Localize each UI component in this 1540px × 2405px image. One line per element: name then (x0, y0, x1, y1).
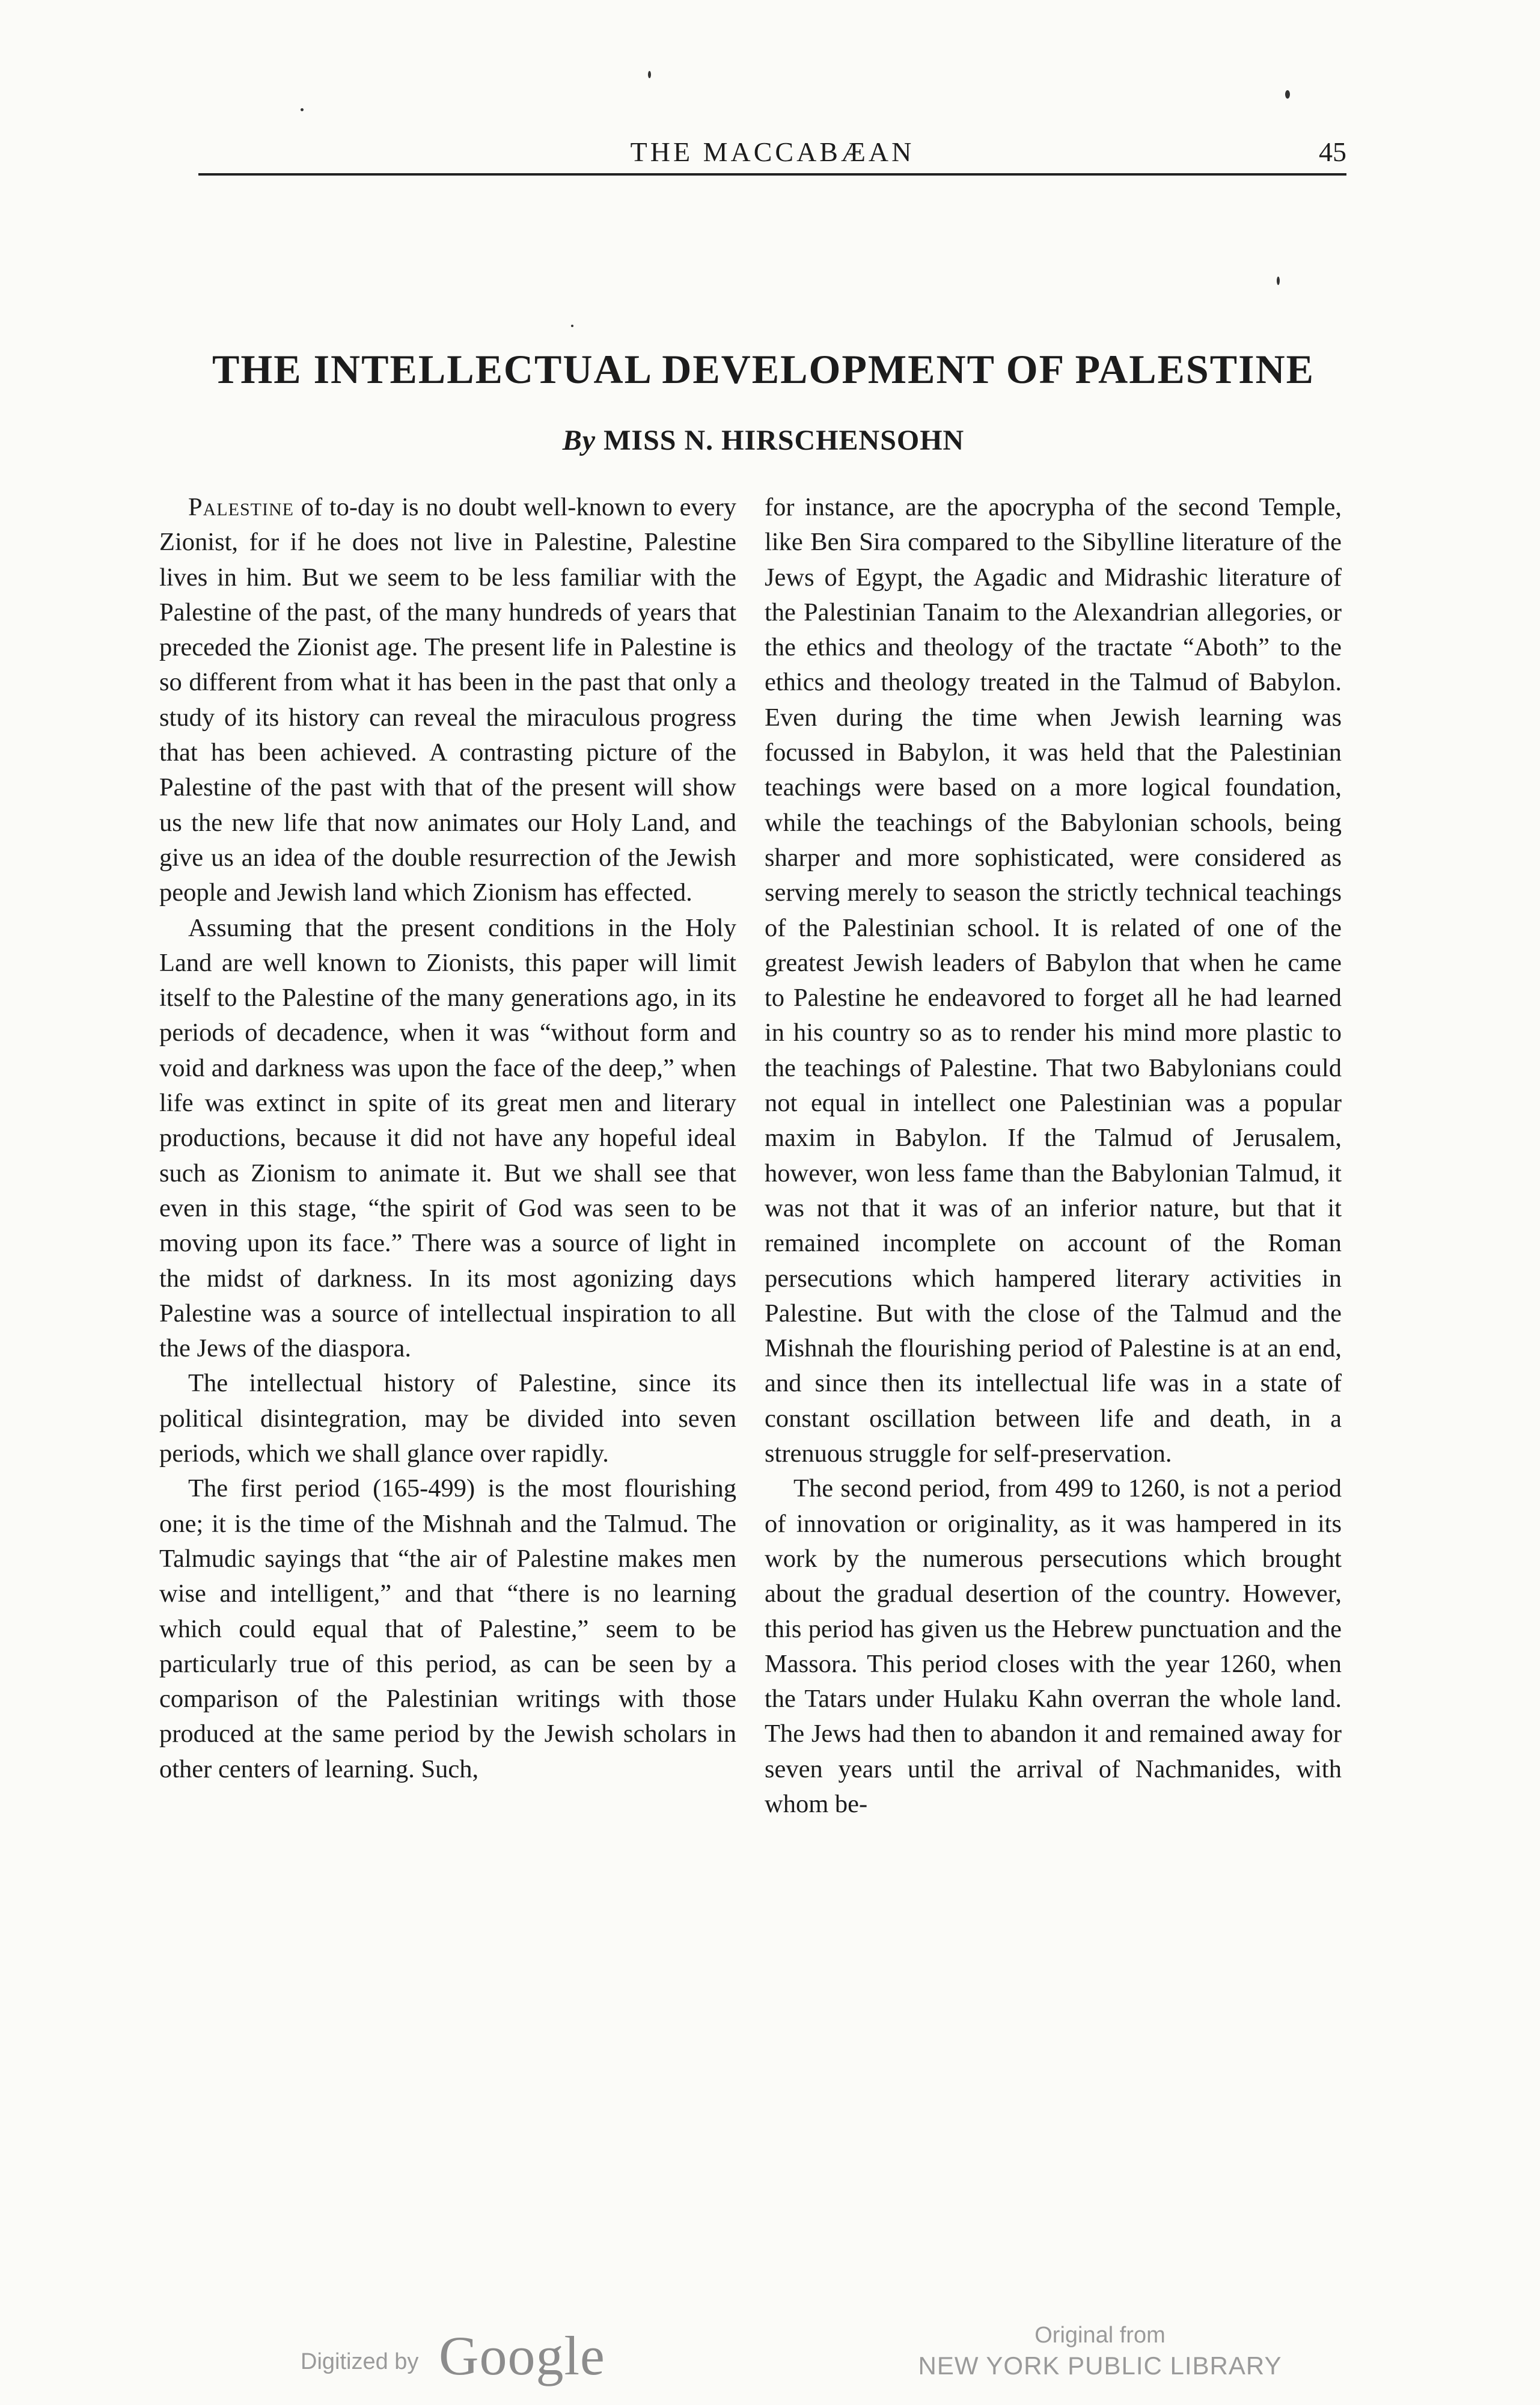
page-number: 45 (1319, 136, 1346, 167)
paragraph: The second period, from 499 to 1260, is not a period of innovation or originality, as it was hampered in its work by the numerous persecutions which brought about the gradual desertion of the country. However, this period has given us the Hebrew punctuation and the Massora. This period closes with the year 1260, when the Tatars under Hulaku Kahn overran the whole land. The Jews had then to abandon it and remained away for seven years until the arrival of Nachmanides, with whom be- (765, 1474, 1342, 1818)
right-column (765, 490, 1342, 1822)
ink-speck (648, 71, 651, 78)
digitized-label: Digitized by (301, 2349, 419, 2374)
ink-speck (1285, 90, 1290, 99)
byline-prefix: By (562, 424, 596, 456)
byline-author: MISS N. HIRSCHENSOHN (603, 424, 965, 456)
paragraph: Assuming that the present conditions in the Holy Land are well known to Zionists, this paper will limit itself to the Palestine of the many generations ago, in its periods of decadence, when it was “without form and void and darkness was upon the face of the deep,” when life was extinct in spite of its great men and literary productions, because it did not have any hopeful ideal such as Zionism to animate it. But we shall see that even in this stage, “the spirit of God was seen to be moving upon its face.” There was a source of light in the midst of darkness. In its most agonizing days Palestine was a source of intellectual inspiration to all the Jews of the diaspora. (159, 913, 736, 1363)
paragraph: The first period (165-499) is the most flourishing one; it is the time of the Mishnah and the Talmud. The Talmudic sayings that “the air of Palestine makes men wise and intelligent,” and that “there is no learning which could equal that of Palestine,” seem to be particularly true of this period, as can be seen by a comparison of the Palestinian writings with those produced at the same period by the Jewish scholars in other centers of learning. Such, (159, 1474, 736, 1783)
paragraph-text: of to-day is no doubt well-known to every Zionist, for if he does not live in Palestine, Palestine lives in him. But we seem to be less familiar with the Palestine of the past, of the many hundreds of years that preceded the Zionist age. The present life in Palestine is so different from what it has been in the past that only a study of its history can reveal the miraculous progress that has been achieved. A contrasting picture of the Palestine of the past with that of the present will show us the new life that now animates our Holy Land, and give us an idea of the double resurrection of the Jewish people and Jewish land which Zionism has effected. (159, 493, 736, 907)
source-attribution (890, 2321, 1310, 2382)
digitized-by-mark (301, 2324, 673, 2384)
ink-speck (301, 108, 304, 111)
source-line-2: NEW YORK PUBLIC LIBRARY (918, 2351, 1282, 2380)
running-header (198, 131, 1346, 176)
byline (159, 424, 1367, 457)
paragraph (159, 490, 736, 911)
paragraph: The intellectual history of Palestine, since its political disintegration, may be divided into seven periods, which we shall glance over rapidly. (159, 1369, 736, 1468)
lead-word: Palestine (188, 493, 294, 521)
source-line-1: Original from (1034, 2323, 1166, 2348)
ink-speck (1277, 277, 1280, 285)
article-title: THE INTELLECTUAL DEVELOPMENT OF PALESTINE (212, 346, 1315, 392)
left-column (159, 490, 736, 1787)
running-title: THE MACCABÆAN (630, 136, 915, 167)
ink-speck (571, 325, 573, 327)
paragraph-continued: for instance, are the apocrypha of the second Temple, like Ben Sira compared to the Sibylline literature of the Jews of Egypt, the Agadic and Midrashic literature of the Palestinian Tanaim to the Alexandrian allegories, or the ethics and theology of the tractate “Aboth” to the ethics and theology treated in the Talmud of Babylon. Even during the time when Jewish learning was focussed in Babylon, it was held that the Palestinian teachings were based on a more logical foundation, while the teachings of the Babylonian schools, being sharper and more sophisticated, were considered as serving merely to season the strictly technical teachings of the Palestinian school. It is related of one of the greatest Jewish leaders of Babylon that when he came to Palestine he endeavored to forget all he had learned in his country so as to render his mind more plastic to the teachings of Palestine. That two Babylonians could not equal in intellect one Palestinian was a popular maxim in Babylon. If the Talmud of Jerusalem, however, won less fame than the Babylonian Talmud, it was not that it was of an inferior nature, but that it remained incomplete on account of the Roman persecutions which hampered literary activities in Palestine. But with the close of the Talmud and the Mishnah the flourishing period of Palestine is at an end, and since then its intellectual life was in a state of constant oscillation between life and death, in a strenuous struggle for self-preservation. (765, 493, 1342, 1468)
google-logo: Google (439, 2325, 605, 2386)
